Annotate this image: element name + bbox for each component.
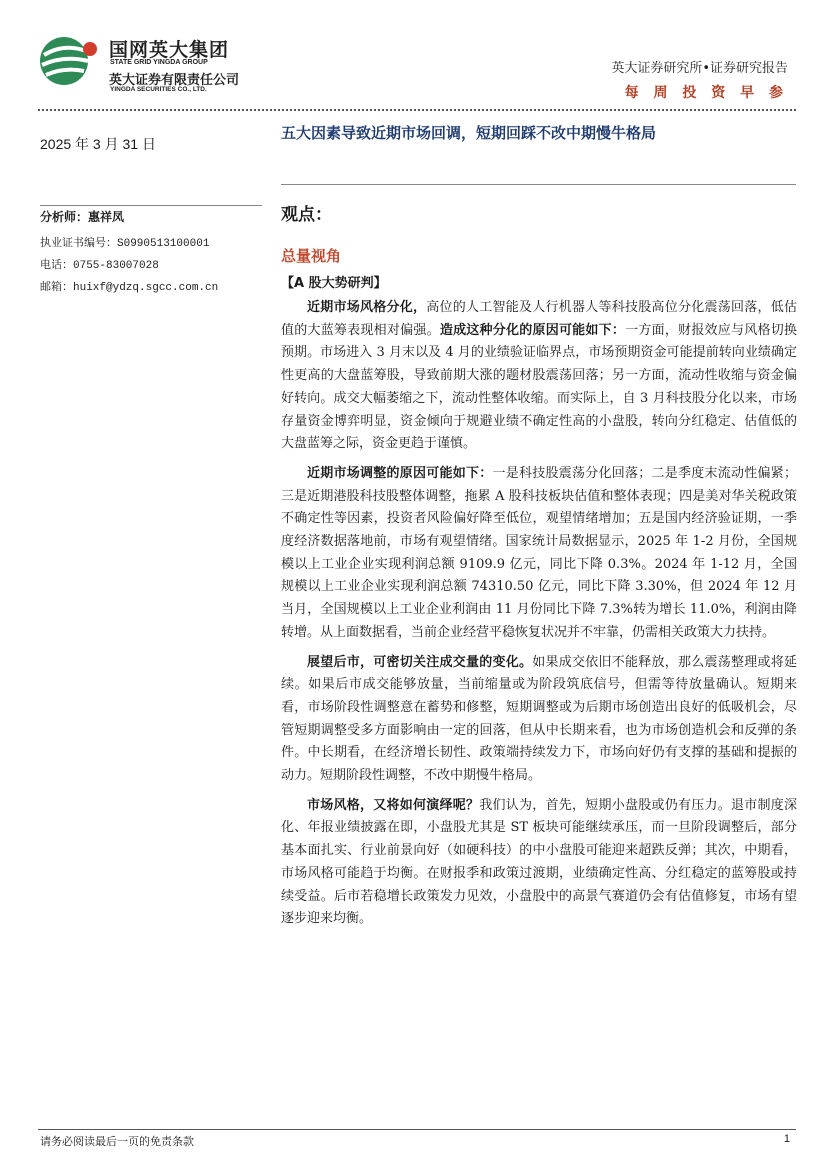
paragraph [281,463,797,645]
cert-label: 执业证书编号： [40,236,117,249]
paragraph-text: 一是科技股震荡分化回落；二是季度末流动性偏紧；三是近期港股科技股整体调整，拖累 A 股科技板块估值和整体表现；四是美对华关税政策不确定性等因素，投资者风险偏好降至低位，观望情绪增加；五是国内经济验证期，一季度经济数据落地前，市场有观望情绪。国家统计局数据显示，2025 年 1-2 月份，全国规模以上工业企业实现利润总额 9109.9 亿元，同比下降 0.3%。2024 年 1-12 月，全国规模以上工业企业实现利润总额 74310.50 亿元，同比下降 3.30%，但 2024 年 12 月当月，全国规模以上工业企业利润由 11 月份同比下降 7.3%转为增长 11.0%，利润由降转增。从上面数据看，当前企业经营平稳恢复状况并不牢靠，仍需相关政策大力扶持。 [281,465,797,640]
footer-divider [38,1129,796,1130]
paragraph-text: 高位的人工智能及人行机器人等科技股高位分化震荡回落，低估值的大蓝筹表现相对偏强。 [281,300,797,338]
cert-value: S0990513100001 [117,238,210,250]
views-heading: 观点： [281,205,332,225]
company-logo [38,33,258,97]
paragraph-text: 一方面，财报效应与风格切换预期。市场进入 3 月末以及 4 月的业绩验证临界点，市场预期资金可能提前转向业绩确定性更高的大盘蓝筹股，导致前期大涨的题材股震荡回落；另一方面，流动性收缩与资金偏好转向。成交大幅萎缩之下，流动性整体收缩。而实际上，自 3 月科技股分化以来，市场存量资金博弈明显，资金倾向于规避业绩不确定性高的小盘股，转向分红稳定、估值低的大盘蓝筹之际，资金更趋于谨慎。 [281,322,797,452]
paragraph-text: 如果成交依旧不能释放，那么震荡整理或将延续。如果后市成交能够放量，当前缩量或为阶段筑底信号，但需等待放量确认。短期来看，市场阶段性调整意在蓄势和修整，短期调整或为后期市场创造出良好的低吸机会，尽管短期调整受多方面影响由一定的回落，但从中长期来看，也为市场创造机会和反弹的条件。中长期看，在经济增长韧性、政策端持续发力下，市场向好仍有支撑的基础和提振的动力。短期阶段性调整，不改中期慢牛格局。 [281,654,797,784]
paragraph [281,652,797,788]
paragraph-lead: 市场风格，又将如何演绎呢？ [307,797,480,813]
logo-group-name-en: STATE GRID YINGDA GROUP [110,59,208,66]
logo-company-name-en: YINGDA SECURITIES CO., LTD. [110,86,207,93]
analyst-label: 分析师： [40,210,89,224]
email-value: huixf@ydzq.sgcc.com.cn [73,282,219,294]
paragraph-emphasis: 造成这种分化的原因可能如下： [439,322,626,338]
paragraph-lead: 近期市场风格分化， [307,300,427,315]
report-title: 五大因素导致近期市场回调，短期回踩不改中期慢牛格局 [281,124,657,142]
paragraph [281,297,797,456]
cert-number [40,234,209,250]
report-header [611,57,788,102]
research-institute: 英大证券研究所•证券研究报告 [611,61,788,76]
subsection-heading: 【A 股大势研判】 [281,276,387,291]
section-heading: 总量视角 [281,247,342,265]
email [40,278,218,294]
analyst [40,208,124,225]
phone-label: 电话： [40,258,73,271]
paragraph-text: 我们认为，首先，短期小盘股或仍有压力。退市制度深化、年报业绩披露在即，小盘股尤其是 ST 板块可能继续承压，而一旦阶段调整后，部分基本面扎实、行业前景向好（如硬科技）的中小盘股可能迎来超跌反弹；其次，中期看，市场风格可能趋于均衡。在财报季和政策过渡期，业绩确定性高、分红稳定的蓝筹股或持续受益。后市若稳增长政策发力见效，小盘股中的高景气赛道仍会有估值修复，市场有望逐步迎来均衡。 [281,797,797,927]
logo-group-name-cn: 国网英大集团 [109,39,230,61]
logo-company-name-cn: 英大证券有限责任公司 [109,73,240,88]
email-label: 邮箱： [40,280,73,293]
header-divider [38,109,796,111]
sidebar-divider [40,205,262,206]
report-type: 每 周 投 资 早 参 [624,85,788,101]
analyst-name: 惠祥凤 [88,210,125,224]
report-date: 2025 年 3 月 31 日 [40,136,156,152]
phone [40,256,159,272]
report-body [281,297,797,938]
disclaimer-note: 请务必阅读最后一页的免责条款 [40,1135,194,1148]
paragraph-lead: 展望后市，可密切关注成交量的变化。 [307,654,533,670]
title-divider [281,184,796,185]
paragraph [281,795,797,931]
state-grid-logo-icon [38,35,102,87]
paragraph-lead: 近期市场调整的原因可能如下： [307,465,493,481]
phone-value: 0755-83007028 [73,260,159,272]
page-number: 1 [783,1133,790,1145]
